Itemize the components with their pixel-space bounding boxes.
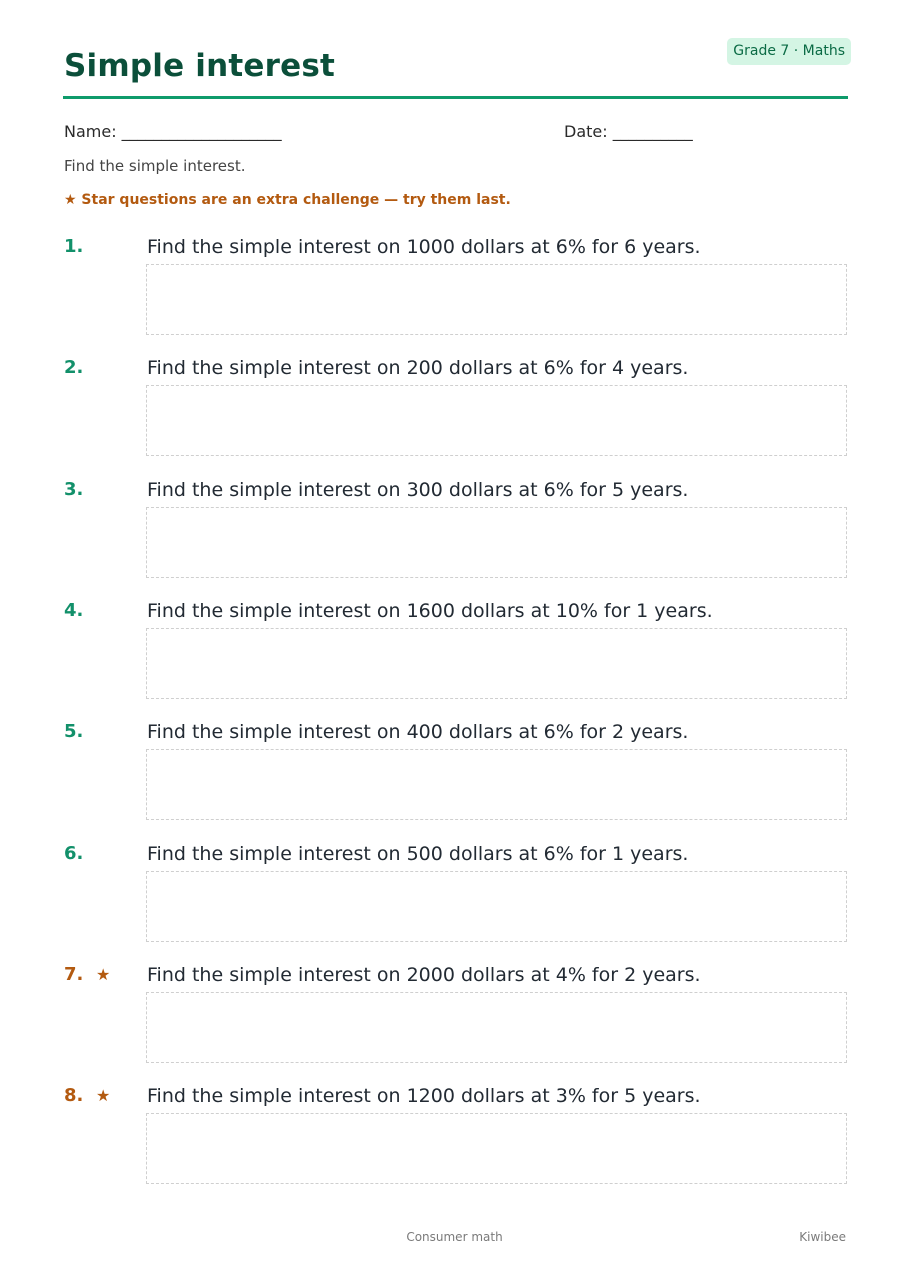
question-text: Find the simple interest on 500 dollars at 6% for 1 years. (147, 843, 689, 865)
star-icon: ★ (96, 965, 111, 984)
answer-box[interactable] (146, 385, 847, 456)
grade-badge: Grade 7 · Maths (727, 38, 851, 65)
answer-box[interactable] (146, 264, 847, 335)
question-text: Find the simple interest on 2000 dollars at 4% for 2 years. (147, 964, 701, 986)
star-challenge-note: ★ Star questions are an extra challenge — try them last. (64, 192, 511, 208)
question-number: 6. (64, 843, 84, 864)
worksheet-title: Simple interest (64, 48, 336, 84)
question-2 (64, 357, 848, 457)
question-text: Find the simple interest on 300 dollars at 6% for 5 years. (147, 479, 689, 501)
name-field: Name: ____________________ (64, 122, 282, 141)
question-text: Find the simple interest on 1200 dollars at 3% for 5 years. (147, 1085, 701, 1107)
question-text: Find the simple interest on 400 dollars at 6% for 2 years. (147, 721, 689, 743)
question-3 (64, 479, 848, 579)
date-field: Date: __________ (564, 122, 693, 141)
question-number: 8. (64, 1085, 84, 1106)
question-text: Find the simple interest on 200 dollars at 6% for 4 years. (147, 357, 689, 379)
question-number: 2. (64, 357, 84, 378)
instructions: Find the simple interest. (64, 157, 246, 175)
question-number: 7. (64, 964, 84, 985)
star-icon: ★ (96, 1086, 111, 1105)
question-6 (64, 843, 848, 943)
question-text: Find the simple interest on 1600 dollars at 10% for 1 years. (147, 600, 713, 622)
question-number: 5. (64, 721, 84, 742)
answer-box[interactable] (146, 628, 847, 699)
answer-box[interactable] (146, 507, 847, 578)
question-1 (64, 236, 848, 336)
answer-box[interactable] (146, 992, 847, 1063)
answer-box[interactable] (146, 1113, 847, 1184)
question-8 (64, 1085, 848, 1185)
question-7 (64, 964, 848, 1064)
question-4 (64, 600, 848, 700)
answer-box[interactable] (146, 749, 847, 820)
question-text: Find the simple interest on 1000 dollars at 6% for 6 years. (147, 236, 701, 258)
answer-box[interactable] (146, 871, 847, 942)
footer-brand: Kiwibee (799, 1230, 846, 1244)
question-number: 3. (64, 479, 84, 500)
title-divider (63, 96, 848, 99)
question-number: 1. (64, 236, 84, 257)
question-5 (64, 721, 848, 821)
question-number: 4. (64, 600, 84, 621)
footer-topic: Consumer math (406, 1230, 503, 1244)
